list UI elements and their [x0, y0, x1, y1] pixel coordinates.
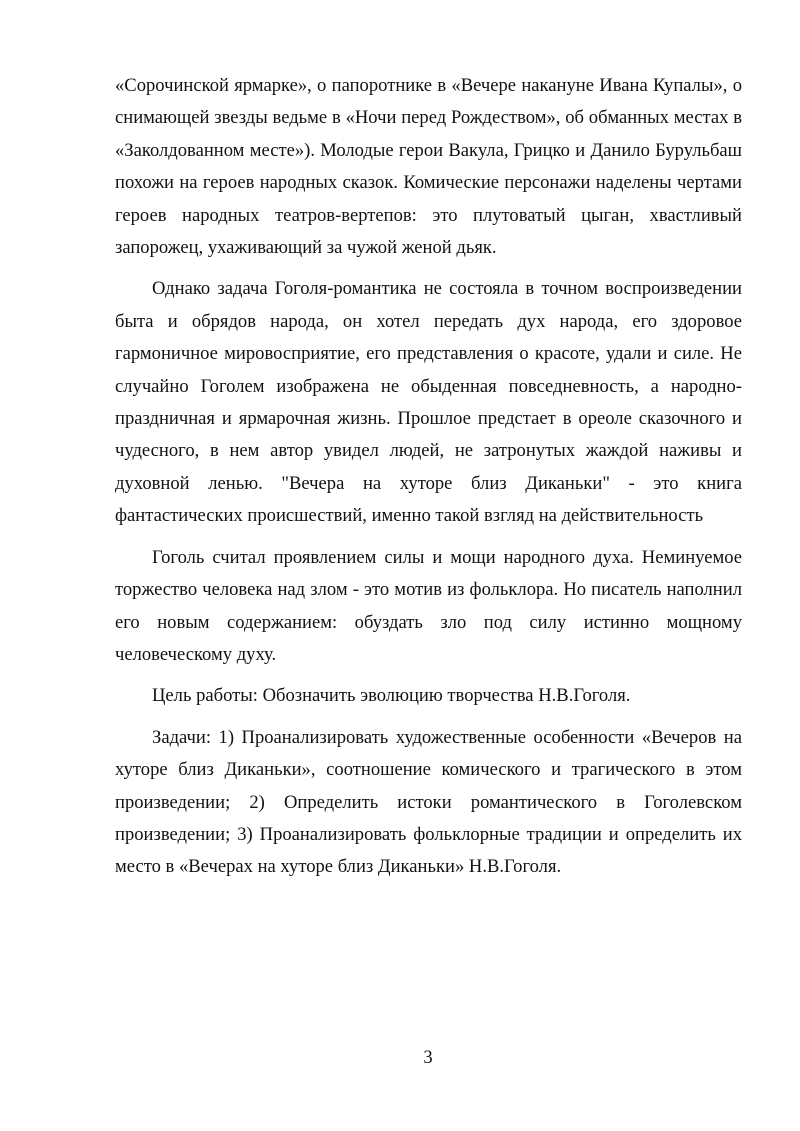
paragraph-work-tasks: Задачи: 1) Проанализировать художественные особенности «Вечеров на хуторе близ Диканьки», соотношение комического и трагического в этом произведении; 2) Определить истоки романтического в Гоголевском произведении; 3) Проанализировать фольклорные традиции и определить их место в «Вечерах на хуторе близ Диканьки» Н.В.Гоголя. [115, 726, 742, 878]
document-body [115, 70, 742, 893]
paragraph-continuation: «Сорочинской ярмарке», о папоротнике в «Вечере накануне Ивана Купалы», о снимающей звезды ведьме в «Ночи перед Рождеством», об обманных местах в «Заколдованном месте»). Молодые герои Вакула, Грицко и Данило Бурульбаш похожи на героев народных сказок. Комические персонажи наделены чертами героев народных театров-вертепов: это плутоватый цыган, хвастливый запорожец, ухаживающий за чужой женой дьяк. [115, 75, 742, 259]
page-number: 3 [423, 1047, 433, 1068]
paragraph-folk-spirit: Гоголь считал проявлением силы и мощи народного духа. Неминуемое торжество человека над злом - это мотив из фольклора. Но писатель наполнил его новым содержанием: обуздать зло под силу истинно мощному человеческому духу. [115, 546, 742, 665]
paragraph-romanticism-task: Однако задача Гоголя-романтика не состояла в точном воспроизведении быта и обрядов народа, он хотел передать дух народа, его здоровое гармоничное мировосприятие, его представления о красоте, удали и силе. Не случайно Гоголем изображена не обыденная повседневность, а народно-праздничная и ярмарочная жизнь. Прошлое предстает в ореоле сказочного и чудесного, в нем автор увидел людей, не затронутых жаждой наживы и духовной ленью. "Вечера на хуторе близ Диканьки" - это книга фантастических происшествий, именно такой взгляд на действительность [115, 278, 742, 527]
paragraph-work-goal: Цель работы: Обозначить эволюцию творчества Н.В.Гоголя. [152, 685, 631, 707]
